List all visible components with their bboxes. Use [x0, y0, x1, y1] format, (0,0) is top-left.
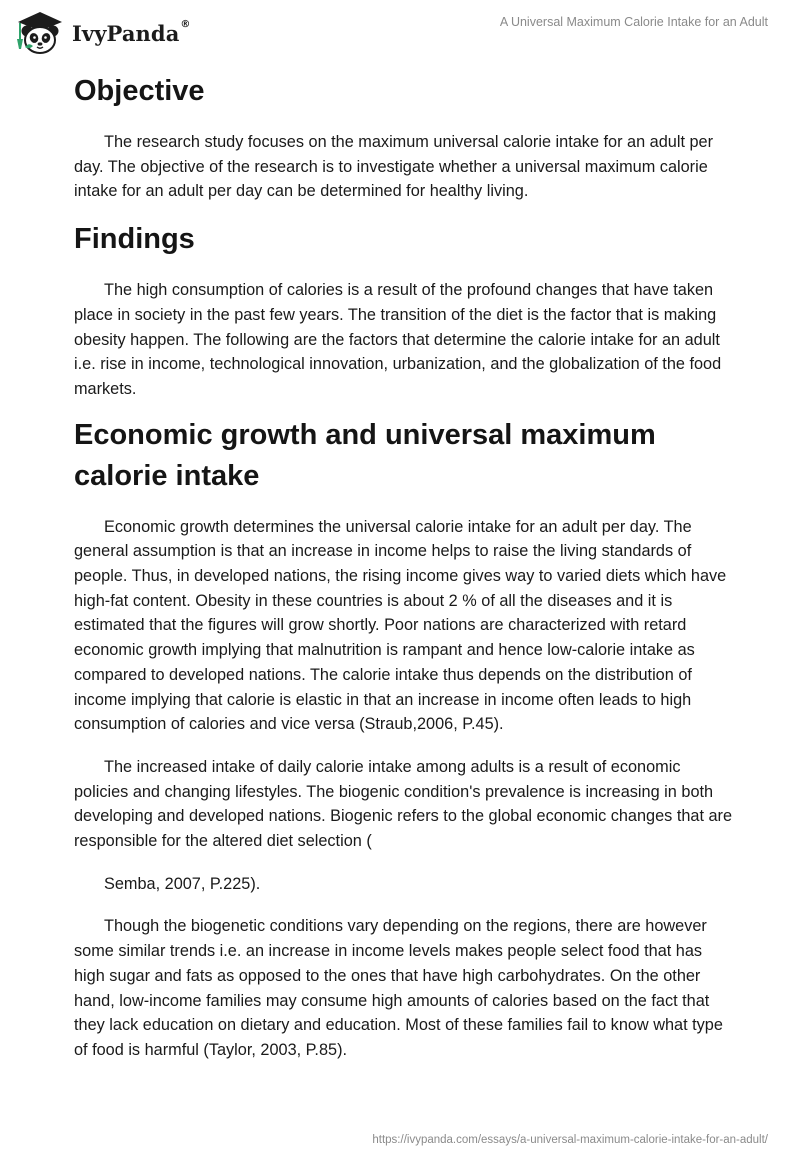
paragraph: Though the biogenetic conditions vary depending on the regions, there are however some similar trends i.e. an increase in income levels makes people select food that has high sugar and fats as opposed to the ones that have high carbohydrates. On the other hand, low-income families may consume high amounts of calories based on the fact that they lack education on dietary and education. Most of these families fail to know what type of food is harmful (Taylor, 2003, P.85). [74, 917, 723, 1059]
source-url[interactable]: https://ivypanda.com/essays/a-universal-maximum-calorie-intake-for-an-adult/ [372, 1134, 768, 1146]
page-header [0, 0, 800, 64]
paragraph: Economic growth determines the universal calorie intake for an adult per day. The general assumption is that an increase in income helps to raise the living standards of people. Thus, in developed nations, the rising income gives way to varied diets which have high-fat content. Obesity in these countries is about 2 % of all the diseases and it is estimated that the figures will grow shortly. Poor nations are characterized with retard economic growth implying that malnutrition is rampant and hence low-calorie intake as compared to developed nations. The calorie intake thus depends on the distribution of income implying that calorie is elastic in that an increase in income often leads to high consumption of calories and vice versa (Straub,2006, P.45). [74, 517, 727, 734]
panda-graduation-cap-icon [14, 9, 66, 55]
heading-economic-growth: Economic growth and universal maximum calorie intake [74, 418, 656, 492]
brand-name: IvyPanda® [72, 18, 191, 46]
paragraph: The research study focuses on the maximum universal calorie intake for an adult per day. The objective of the research is to investigate whether a universal maximum calorie intake for an adult per day can be determined for healthy living. [74, 133, 714, 201]
heading-objective: Objective [74, 75, 205, 107]
essay-content [74, 70, 734, 1063]
registered-mark: ® [180, 18, 191, 30]
paragraph: Semba, 2007, P.225). [104, 874, 261, 893]
document-title: A Universal Maximum Calorie Intake for an Adult [499, 15, 768, 29]
paragraph: The increased intake of daily calorie intake among adults is a result of economic policies and changing lifestyles. The biogenic condition's prevalence is increasing in both developing and developed nations. Biogenic refers to the global economic changes that are responsible for the altered diet selection ( [74, 757, 733, 851]
heading-findings: Findings [74, 223, 195, 256]
ivypanda-logo[interactable] [14, 9, 191, 55]
paragraph: The high consumption of calories is a result of the profound changes that have taken place in society in the past few years. The transition of the diet is the factor that is making obesity happen. The following are the factors that determine the calorie intake for an adult i.e. rise in income, technological innovation, urbanization, and the globalization of the food markets. [74, 281, 722, 398]
